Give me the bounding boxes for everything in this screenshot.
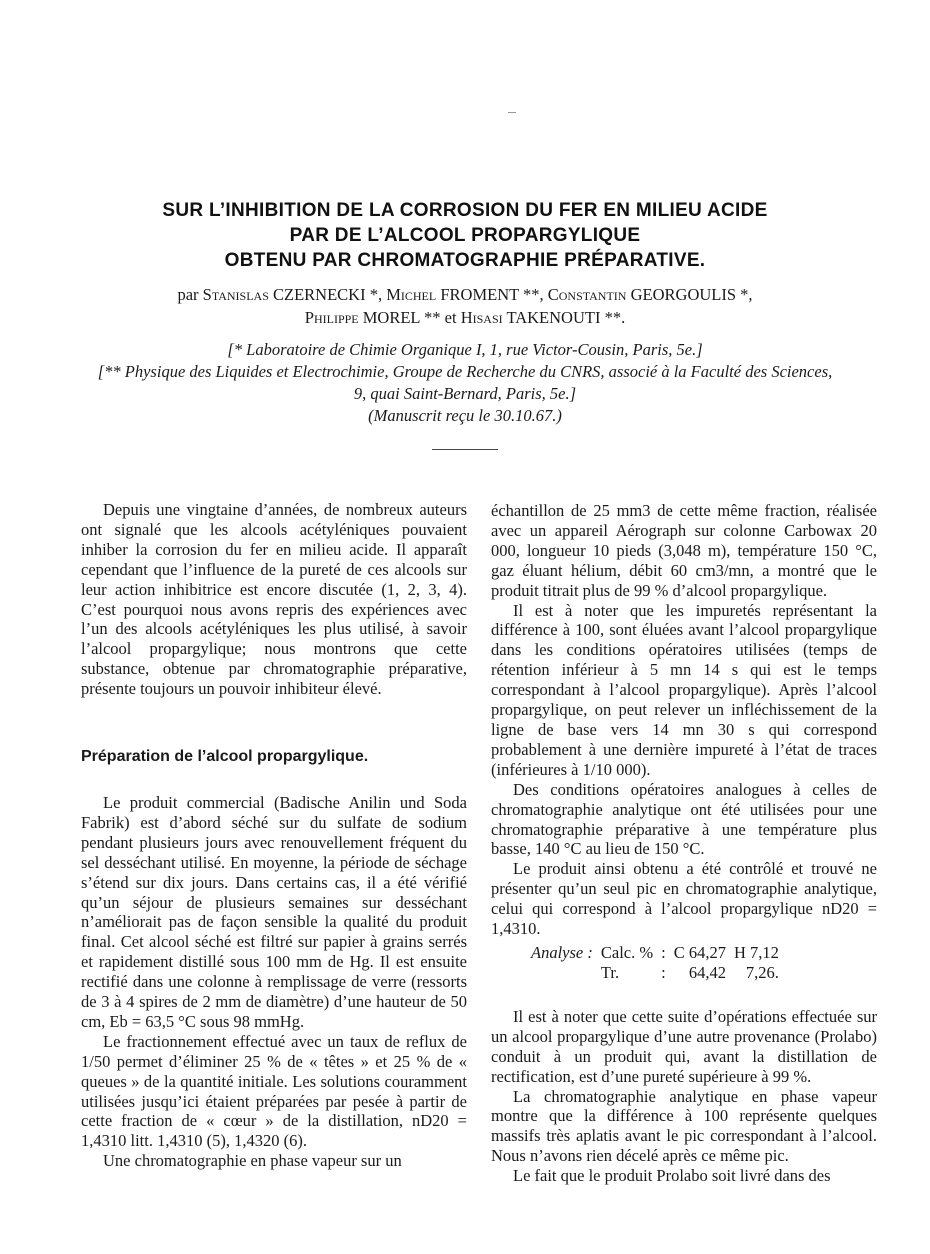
right-paragraph-4: Il est à noter que cette suite d’opérations effectuée sur un alcool propargylique d’une autre provenance (Prolabo) conduit à un produit qui, avant la distillation de rectification, est d’une pureté supérieure à 99 %.: [491, 1006, 877, 1086]
article-header: [0, 198, 930, 450]
analysis-tr-label: Tr.: [600, 962, 620, 982]
analysis-c-calc: C 64,27: [673, 942, 726, 962]
analysis-label: Analyse :: [531, 942, 593, 962]
affiliation-1: [* Laboratoire de Chimie Organique I, 1, rue Victor-Cousin, Paris, 5e.]: [227, 340, 703, 359]
right-paragraph-1: Il est à noter que les impuretés représentant la différence à 100, sont éluées avant l’alcool propargylique dans les conditions opératoires utilisées (temps de rétention inférieur à 5 mn 14 s qui est le temps correspondant à l’alcool propargylique). Après l’alcool propargylique, on peut relever un infléchissement de la ligne de base vers 14 mn 30 s qui correspond probablement à une dernière impureté à l’état de traces (inférieures à 1/10 000).: [491, 600, 877, 779]
author-5-last: TAKENOUTI **.: [506, 308, 626, 327]
analysis-c-found: 64,42: [688, 962, 726, 982]
analysis-calc-label: Calc. %: [600, 942, 654, 962]
intro-paragraph: Depuis une vingtaine d’années, de nombreux auteurs ont signalé que les alcools acétyléniques pouvaient inhiber la corrosion du fer en milieu acide. Il apparaît cependant que l’influence de la pureté de ces alcools sur leur action inhibitrice est encore discutée (1, 2, 3, 4). C’est pourquoi nous avons repris des expériences avec l’un des alcools acétyléniques les plus utilisé, à savoir l’alcool propargylique; nous montrons que cette substance, obtenue par chromatographie préparative, présente toujours un pouvoir inhibiteur élevé.: [81, 500, 467, 699]
affiliation-2-line-2: 9, quai Saint-Bernard, Paris, 5e.]: [353, 384, 577, 403]
author-line-1: [0, 283, 930, 306]
title-line-2: PAR DE L’ALCOOL PROPARGYLIQUE: [289, 225, 641, 246]
author-5-first: Hisasi: [460, 308, 503, 327]
left-paragraph-2: Le fractionnement effectué avec un taux de reflux de 1/50 permet d’éliminer 25 % de « têtes » et 25 % de « queues » de la quantité initiale. Les solutions couramment utilisées jusqu’ici étaient préparées par pesée à partir de cette fraction de « cœur » de la distillation, nD20 = 1,4310 litt. 1,4310 (5), 1,4320 (6).: [81, 1031, 467, 1151]
author-list: [0, 283, 930, 329]
right-paragraph-6: Le fait que le produit Prolabo soit livré dans des: [513, 1166, 831, 1186]
right-column: [491, 501, 877, 1186]
analysis-row-found: [527, 963, 783, 983]
analysis-h-found: 7,26.: [745, 962, 779, 982]
affiliation-2-line-1: [** Physique des Liquides et Electrochimie, Groupe de Recherche du CNRS, associé à la Faculté des Sciences,: [97, 362, 833, 381]
left-paragraph-1: Le produit commercial (Badische Anilin und Soda Fabrik) est d’abord séché sur du sulfate de sodium pendant plusieurs jours avec renouvellement fréquent du sel desséchant utilisé. En moyenne, la période de séchage s’étend sur dix jours. Dans certains cas, il a été vérifié qu’un séjour de plusieurs semaines sur desséchant n’améliorait pas de façon sensible la qualité du produit final. Cet alcool séché est filtré sur papier à grains serrés et rapidement distillé sous 100 mm de Hg. Il est ensuite rectifié dans une colonne à remplissage de verre (ressorts de 3 à 4 spires de 2 mm de diamètre) d’une hauteur de 50 cm, Eb = 63,5 °C sous 98 mmHg.: [81, 792, 467, 1031]
affiliations: [0, 339, 930, 427]
author-1-first: Stanislas: [202, 285, 269, 304]
right-paragraph-5: La chromatographie analytique en phase vapeur montre que la différence à 100 représente quelques massifs très aplatis avant le pic correspondant à l’alcool. Nous n’avons rien décelé après ce même pic.: [491, 1086, 877, 1166]
right-paragraph-3: Le produit ainsi obtenu a été contrôlé et trouvé ne présenter qu’un seul pic en chromatographie analytique, celui qui correspond à l’alcool propargylique nD20 = 1,4310.: [491, 859, 877, 939]
left-column: [81, 500, 467, 1171]
header-divider: [432, 449, 498, 450]
author-2-first: Michel: [386, 285, 437, 304]
page-mark: [508, 112, 516, 113]
author-line-2: [0, 306, 930, 329]
by-word: par: [177, 285, 199, 304]
section-heading: Préparation de l’alcool propargylique.: [81, 748, 369, 766]
title-line-3: OBTENU PAR CHROMATOGRAPHIE PRÉPARATIVE.: [224, 250, 706, 271]
title-line-1: SUR L’INHIBITION DE LA CORROSION DU FER EN MILIEU ACIDE: [162, 200, 768, 221]
author-3-first: Constantin: [547, 285, 627, 304]
left-paragraph-3: Une chromatographie en phase vapeur sur un: [103, 1151, 402, 1171]
author-3-last: GEORGOULIS *,: [630, 285, 753, 304]
analysis-empty: [527, 963, 597, 983]
analysis-h-calc: H 7,12: [733, 942, 779, 962]
analysis-table: [491, 943, 877, 983]
analysis-sep-1: :: [661, 942, 666, 962]
author-4-last: MOREL **: [362, 308, 441, 327]
right-paragraph-2: Des conditions opératoires analogues à celles de chromatographie analytique ont été utilisées pour une chromatographie préparative à une température plus basse, 140 °C au lieu de 150 °C.: [491, 779, 877, 859]
author-1-last: CZERNECKI *,: [273, 285, 383, 304]
author-4-first: Philippe: [304, 308, 359, 327]
right-paragraph-0: échantillon de 25 mm3 de cette même fraction, réalisée avec un appareil Aérograph sur colonne Carbowax 20 000, longueur 10 pieds (3,048 m), température 150 °C, gaz éluant hélium, débit 60 cm3/mn, a montré que le produit titrait plus de 99 % d’alcool propargylique.: [491, 501, 877, 600]
and-word: et: [444, 308, 457, 327]
received-date: (Manuscrit reçu le 30.10.67.): [368, 406, 562, 425]
author-2-last: FROMENT **,: [440, 285, 544, 304]
analysis-row-calc: [527, 943, 783, 963]
analysis-sep-2: :: [661, 962, 666, 982]
